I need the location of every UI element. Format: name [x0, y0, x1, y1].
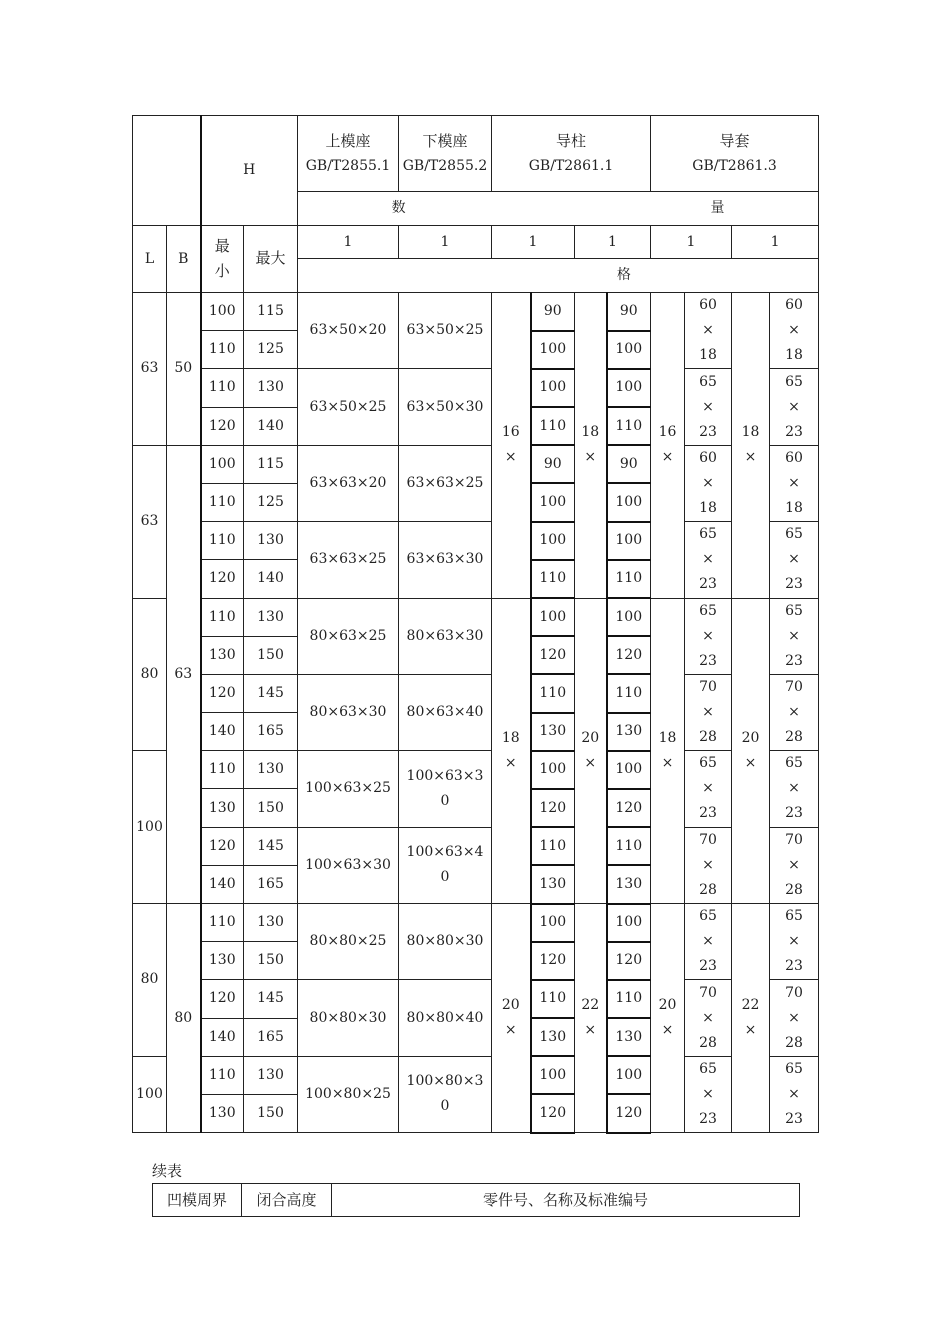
- cell-pillar-len-2: 90: [607, 445, 651, 483]
- cell-h-max: 115: [244, 445, 298, 483]
- cell-bush-len-1: 65×23: [685, 598, 732, 674]
- cell-lower-die-base: 100×63×30: [399, 751, 492, 827]
- table-row: [133, 445, 819, 483]
- cell-lower-die-base: 100×80×30: [399, 1056, 492, 1132]
- cell-h-min: 100: [201, 293, 244, 331]
- cell-h-max: 115: [244, 293, 298, 331]
- cell-pillar-len-1: 100: [531, 1056, 575, 1094]
- cell-pillar-len-2: 100: [607, 483, 651, 521]
- cell-pillar-len-2: 130: [607, 713, 651, 751]
- cell-pillar-len-1: 130: [531, 1018, 575, 1056]
- cell-bush-len-2: 65×23: [770, 369, 819, 445]
- cell-h-min: 120: [201, 674, 244, 712]
- cell-bush-len-1: 70×28: [685, 827, 732, 903]
- table-row: [133, 293, 819, 331]
- cell-bush-len-2: 65×23: [770, 1056, 819, 1132]
- cell-bush-len-1: 70×28: [685, 980, 732, 1056]
- cell-h-min: 110: [201, 751, 244, 789]
- cell-h-max: 130: [244, 369, 298, 407]
- cell-B: 50: [167, 293, 201, 446]
- cell-pillar-len-2: 120: [607, 942, 651, 980]
- cell-bush-len-2: 60×18: [770, 445, 819, 521]
- cell-h-min: 100: [201, 445, 244, 483]
- cell-h-max: 130: [244, 904, 298, 942]
- cell-pillar-dia-2: 18 ×: [575, 293, 607, 599]
- cell-bush-dia-1: 20 ×: [651, 904, 685, 1133]
- cell-upper-die-base: 80×80×25: [298, 904, 399, 980]
- cell-pillar-dia-2: 22 ×: [575, 904, 607, 1133]
- cell-h-max: 145: [244, 674, 298, 712]
- cell-pillar-dia-1: 16 ×: [492, 293, 531, 599]
- cell-pillar-len-1: 120: [531, 636, 575, 674]
- header-h: H: [201, 116, 298, 226]
- cell-pillar-len-2: 100: [607, 522, 651, 560]
- cell-pillar-len-1: 120: [531, 942, 575, 980]
- cell-lower-die-base: 100×63×40: [399, 827, 492, 903]
- cell-bush-dia-2: 22 ×: [732, 904, 770, 1133]
- cell-h-max: 130: [244, 522, 298, 560]
- cell-h-min: 120: [201, 827, 244, 865]
- cell-bush-len-1: 65×23: [685, 522, 732, 598]
- header-min: 最小: [201, 226, 244, 293]
- cell-h-min: 110: [201, 331, 244, 369]
- cell-pillar-len-1: 120: [531, 1094, 575, 1132]
- cell-h-max: 165: [244, 713, 298, 751]
- cell-L: 100: [133, 1056, 167, 1132]
- cell-pillar-len-1: 100: [531, 331, 575, 369]
- header-guide-pillar: 导柱 GB/T2861.1: [492, 116, 651, 192]
- cell-h-max: 130: [244, 1056, 298, 1094]
- cell-pillar-len-1: 100: [531, 369, 575, 407]
- cell-h-min: 130: [201, 1094, 244, 1132]
- cell-lower-die-base: 63×63×25: [399, 445, 492, 521]
- cell-h-min: 140: [201, 865, 244, 903]
- cont-col-closed-height: 闭合高度: [242, 1184, 332, 1217]
- header-B: B: [167, 226, 201, 293]
- cell-h-max: 165: [244, 1018, 298, 1056]
- cell-pillar-len-1: 100: [531, 598, 575, 636]
- cell-h-max: 150: [244, 636, 298, 674]
- cell-pillar-len-1: 100: [531, 751, 575, 789]
- cell-B: 63: [167, 445, 201, 903]
- cell-pillar-len-2: 100: [607, 369, 651, 407]
- cell-upper-die-base: 63×50×20: [298, 293, 399, 369]
- cell-pillar-dia-1: 18 ×: [492, 598, 531, 904]
- cell-bush-len-2: 60×18: [770, 293, 819, 369]
- cell-pillar-len-1: 100: [531, 522, 575, 560]
- table-row: [133, 522, 819, 560]
- count-pillar-2: 1: [575, 226, 651, 259]
- cell-pillar-len-2: 130: [607, 1018, 651, 1056]
- cell-h-min: 110: [201, 522, 244, 560]
- cell-lower-die-base: 63×63×30: [399, 522, 492, 598]
- continuation-section: [152, 1160, 800, 1217]
- cell-h-min: 110: [201, 1056, 244, 1094]
- cell-bush-len-1: 65×23: [685, 904, 732, 980]
- cont-col-die-perimeter: 凹模周界: [153, 1184, 242, 1217]
- cell-pillar-len-2: 100: [607, 1056, 651, 1094]
- cell-bush-len-2: 65×23: [770, 904, 819, 980]
- cell-L: 63: [133, 445, 167, 598]
- cell-h-min: 130: [201, 636, 244, 674]
- cell-pillar-len-2: 100: [607, 751, 651, 789]
- cell-pillar-len-2: 120: [607, 636, 651, 674]
- cell-h-min: 110: [201, 598, 244, 636]
- cell-pillar-len-2: 110: [607, 827, 651, 865]
- cell-bush-dia-2: 18 ×: [732, 293, 770, 599]
- cell-h-min: 120: [201, 407, 244, 445]
- cell-bush-dia-2: 20 ×: [732, 598, 770, 904]
- header-spec: 格: [298, 259, 819, 293]
- cell-pillar-len-1: 110: [531, 827, 575, 865]
- cell-pillar-len-1: 110: [531, 407, 575, 445]
- cell-h-max: 140: [244, 407, 298, 445]
- cell-bush-dia-1: 18 ×: [651, 598, 685, 904]
- cell-upper-die-base: 80×80×30: [298, 980, 399, 1056]
- cell-pillar-len-2: 110: [607, 674, 651, 712]
- header-upper-die-base: 上模座 GB/T2855.1: [298, 116, 399, 192]
- cell-pillar-len-1: 130: [531, 865, 575, 903]
- cell-pillar-len-1: 120: [531, 789, 575, 827]
- cell-upper-die-base: 63×50×25: [298, 369, 399, 445]
- table-row: [133, 598, 819, 636]
- cell-pillar-len-2: 130: [607, 865, 651, 903]
- cont-col-parts: 零件号、名称及标准编号: [332, 1184, 800, 1217]
- cell-pillar-len-2: 100: [607, 904, 651, 942]
- cell-pillar-len-2: 120: [607, 789, 651, 827]
- count-lower: 1: [399, 226, 492, 259]
- cell-pillar-len-2: 90: [607, 293, 651, 331]
- count-upper: 1: [298, 226, 399, 259]
- cell-bush-len-2: 70×28: [770, 827, 819, 903]
- cell-upper-die-base: 100×63×25: [298, 751, 399, 827]
- cell-L: 80: [133, 598, 167, 751]
- cell-B: 80: [167, 904, 201, 1133]
- count-pillar-1: 1: [492, 226, 575, 259]
- cell-h-min: 130: [201, 789, 244, 827]
- cell-bush-dia-1: 16 ×: [651, 293, 685, 599]
- cell-upper-die-base: 63×63×20: [298, 445, 399, 521]
- cell-bush-len-2: 65×23: [770, 751, 819, 827]
- cell-bush-len-2: 70×28: [770, 980, 819, 1056]
- cell-bush-len-1: 65×23: [685, 369, 732, 445]
- header-blank-cell: [133, 116, 201, 226]
- cell-bush-len-1: 60×18: [685, 445, 732, 521]
- cell-bush-len-1: 65×23: [685, 1056, 732, 1132]
- cell-lower-die-base: 80×63×30: [399, 598, 492, 674]
- cell-h-max: 140: [244, 560, 298, 598]
- table-row: [133, 674, 819, 712]
- cell-pillar-len-1: 90: [531, 445, 575, 483]
- header-guide-bush: 导套 GB/T2861.3: [651, 116, 819, 192]
- table-row: [133, 369, 819, 407]
- cell-h-max: 125: [244, 483, 298, 521]
- cell-pillar-len-1: 110: [531, 560, 575, 598]
- cell-h-min: 110: [201, 904, 244, 942]
- cell-h-min: 120: [201, 980, 244, 1018]
- cell-h-max: 130: [244, 598, 298, 636]
- cell-h-min: 110: [201, 483, 244, 521]
- cell-pillar-dia-2: 20 ×: [575, 598, 607, 904]
- cell-L: 80: [133, 904, 167, 1057]
- cell-pillar-len-2: 120: [607, 1094, 651, 1132]
- header-lower-die-base: 下模座 GB/T2855.2: [399, 116, 492, 192]
- cell-upper-die-base: 80×63×25: [298, 598, 399, 674]
- cell-lower-die-base: 80×80×30: [399, 904, 492, 980]
- cell-pillar-len-1: 90: [531, 293, 575, 331]
- table-row: [133, 827, 819, 865]
- die-set-spec-table: [132, 115, 819, 1134]
- cell-h-max: 145: [244, 827, 298, 865]
- cell-pillar-len-1: 130: [531, 713, 575, 751]
- cell-lower-die-base: 80×80×40: [399, 980, 492, 1056]
- cell-bush-len-2: 70×28: [770, 674, 819, 750]
- cell-lower-die-base: 63×50×25: [399, 293, 492, 369]
- cell-pillar-len-2: 110: [607, 407, 651, 445]
- cell-upper-die-base: 100×63×30: [298, 827, 399, 903]
- cell-h-max: 130: [244, 751, 298, 789]
- cell-h-max: 150: [244, 789, 298, 827]
- table-row: [133, 980, 819, 1018]
- table-row: [133, 751, 819, 789]
- continuation-table: [152, 1183, 800, 1217]
- cell-bush-len-1: 70×28: [685, 674, 732, 750]
- cell-h-max: 150: [244, 1094, 298, 1132]
- cell-pillar-len-2: 110: [607, 560, 651, 598]
- cell-lower-die-base: 80×63×40: [399, 674, 492, 750]
- cell-pillar-len-1: 110: [531, 674, 575, 712]
- cell-bush-len-2: 65×23: [770, 522, 819, 598]
- cell-L: 100: [133, 751, 167, 904]
- count-bush-1: 1: [651, 226, 732, 259]
- cell-h-max: 125: [244, 331, 298, 369]
- cell-bush-len-2: 65×23: [770, 598, 819, 674]
- cell-pillar-dia-1: 20 ×: [492, 904, 531, 1133]
- cell-h-max: 145: [244, 980, 298, 1018]
- continuation-label: 续表: [152, 1162, 183, 1180]
- cell-lower-die-base: 63×50×30: [399, 369, 492, 445]
- cell-pillar-len-1: 100: [531, 904, 575, 942]
- cell-h-max: 165: [244, 865, 298, 903]
- cell-upper-die-base: 80×63×30: [298, 674, 399, 750]
- cell-h-min: 140: [201, 1018, 244, 1056]
- header-quantity: 数 量: [298, 192, 819, 226]
- cell-pillar-len-2: 100: [607, 598, 651, 636]
- cell-h-min: 110: [201, 369, 244, 407]
- cell-upper-die-base: 63×63×25: [298, 522, 399, 598]
- header-max: 最大: [244, 226, 298, 293]
- cell-pillar-len-1: 100: [531, 483, 575, 521]
- cell-L: 63: [133, 293, 167, 446]
- cell-h-max: 150: [244, 942, 298, 980]
- cell-pillar-len-2: 100: [607, 331, 651, 369]
- cell-upper-die-base: 100×80×25: [298, 1056, 399, 1132]
- header-L: L: [133, 226, 167, 293]
- cell-h-min: 140: [201, 713, 244, 751]
- cell-pillar-len-2: 110: [607, 980, 651, 1018]
- table-row: [133, 904, 819, 942]
- cell-pillar-len-1: 110: [531, 980, 575, 1018]
- count-bush-2: 1: [732, 226, 819, 259]
- cell-bush-len-1: 60×18: [685, 293, 732, 369]
- cell-bush-len-1: 65×23: [685, 751, 732, 827]
- cell-h-min: 130: [201, 942, 244, 980]
- table-row: [133, 1056, 819, 1094]
- cell-h-min: 120: [201, 560, 244, 598]
